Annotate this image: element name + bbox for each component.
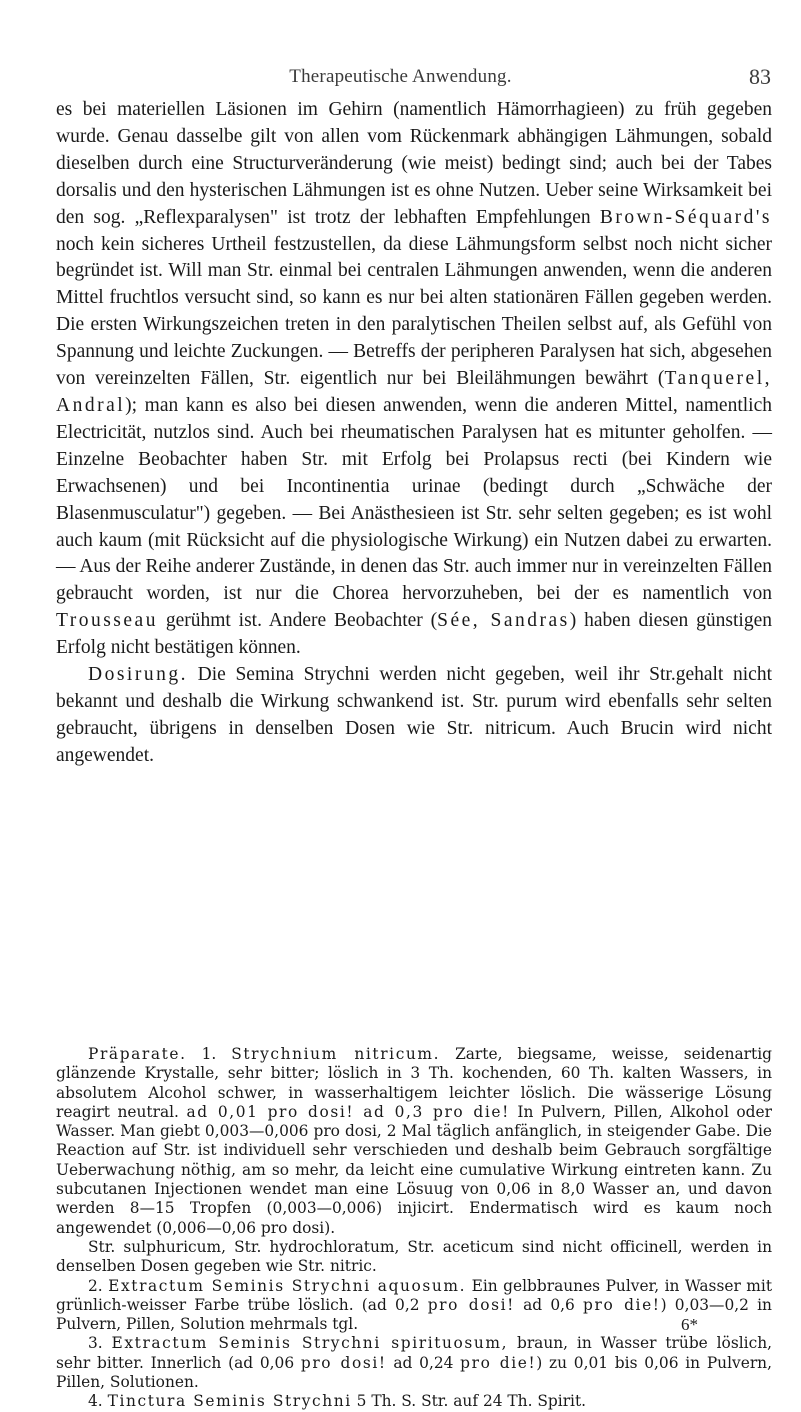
author-name: Sée, Sandras: [437, 610, 570, 632]
preparation-entry: [56, 1392, 772, 1411]
dose-limit: pro die!: [583, 1295, 661, 1314]
text-run: 1.: [186, 1045, 232, 1063]
text-run: Ein gelbbraunes Pulver, in Wasser mit grünlich-weisser Farbe trübe löslich. (ad 0,2: [56, 1276, 773, 1314]
preparation-name: Tinctura Seminis Strychni: [107, 1392, 352, 1411]
text-run: In Pulvern, Pillen, Alkohol oder Wasser. Man giebt 0,003—0,006 pro dosi, 2 Mal täglich anfänglich, in steigender Gabe. Die Reaction auf Str. ist individuell sehr verschieden und deshalb beim Gebrauch sorgfältige Ueberwachung nöthig, am so mehr, da leicht eine cumulative Wirkung eintreten kann. Zu subcutanen Injectionen wendet man eine Lösuug von 0,06 in 8,0 Wasser an, und davon werden 8—15 Tropfen (0,003—0,006) injicirt. Endermatisch wird es kaum noch angewendet (0,006—0,06 pro dosi).: [56, 1102, 772, 1237]
section-heading: Dosirung.: [88, 664, 188, 686]
page-number: 83: [749, 64, 771, 89]
text-run: gerühmt ist. Andere Beobachter (: [157, 610, 438, 632]
text-run: ad 0,24: [386, 1353, 461, 1372]
page-header: [0, 66, 801, 92]
text-run: Die Semina Strychni werden nicht gegeben, weil ihr Str.gehalt nicht bekannt und deshalb die Wirkung schwankend ist. Str. purum wird ebenfalls sehr selten gebraucht, übrigens in denselben Dosen wie Str. nitricum. Auch Brucin wird nicht angewendet.: [56, 664, 772, 766]
preparation-name: Extractum Seminis Strychni aquosum.: [108, 1276, 467, 1295]
preparations-section: [56, 1045, 772, 1412]
text-run: 4.: [88, 1392, 108, 1411]
text-run: ) 0,03—0,2 in Pulvern, Pillen, Solution mehrmals tgl.: [56, 1295, 772, 1334]
dose-limit: pro dosi!: [427, 1295, 515, 1314]
text-run: 2.: [88, 1276, 109, 1295]
author-name: Trousseau: [56, 610, 158, 632]
main-text: [56, 97, 772, 770]
dose-limit: pro dosi!: [300, 1353, 387, 1372]
text-run: noch kein sicheres Urtheil festzustellen, da diese Lähmungsform selbst noch nicht sicher begründet ist. Will man Str. einmal bei centralen Lähmungen anwenden, wenn die anderen Mittel fruchtlos versucht sind, so kann es nur bei alten stationären Fällen gegeben werden. Die ersten Wirkungszeichen treten in den paralytischen Theilen selbst auf, als Gefühl von Spannung und leichte Zuckungen. — Betreffs der peripheren Paralysen hat sich, abgesehen von vereinzelten Fällen, Str. eigentlich nur bei Bleilähmungen bewährt (: [56, 233, 772, 390]
author-name: Brown-Séquard's: [599, 206, 772, 228]
preparation-entry: [56, 1334, 772, 1392]
preparation-name: Strychnium nitricum.: [231, 1045, 441, 1063]
text-run: es bei materiellen Läsionen im Gehirn (namentlich Hämorrhagieen) zu früh gegeben wurde. Genau dasselbe gilt von allen vom Rückenmark abhängigen Lähmungen, sobald dieselben durch eine Structurveränderung (wie meist) bedingt sind; auch bei der Tabes dorsalis und den hysterischen Lähmungen ist es ohne Nutzen. Ueber seine Wirksamkeit bei den sog. „Reflexparalysen" ist trotz der lebhaften Empfehlungen: [56, 99, 772, 228]
section-heading: Präparate.: [88, 1045, 187, 1063]
text-run: braun, in Wasser trübe löslich, sehr bitter. Innerlich (ad 0,06: [56, 1334, 772, 1372]
paragraph: [56, 97, 772, 662]
text-run: 3.: [88, 1334, 112, 1353]
text-run: Zarte, biegsame, weisse, seidenartig glänzende Krystalle, sehr bitter; löslich in 3 Th. kochenden, 60 Th. kalten Wassers, in absolutem Alcohol schwer, in wasserhaltigem leichter löslich. Die wässerige Lösung reagirt neutral.: [56, 1045, 772, 1121]
signature-mark: 6*: [681, 1315, 698, 1334]
preparation-entry: Str. sulphuricum, Str. hydrochloratum, Str. aceticum sind nicht officinell, werden in denselben Dosen gegeben wie Str. nitric.: [56, 1237, 772, 1276]
preparation-entry: [56, 1045, 772, 1238]
text-run: 5 Th. S. Str. auf 24 Th. Spirit.: [351, 1392, 587, 1411]
dose-limit: pro die!: [460, 1353, 537, 1372]
dose-limit: ad 0,01 pro dosi! ad 0,3 pro die!: [186, 1102, 510, 1121]
text-run: ) zu 0,01 bis 0,06 in Pulvern, Pillen, Solutionen.: [56, 1353, 772, 1392]
text-run: ) haben diesen günstigen Erfolg nicht bestätigen können.: [56, 610, 772, 659]
paragraph-dosirung: [56, 662, 772, 770]
preparation-name: Extractum Seminis Strychni spirituosum,: [111, 1334, 509, 1353]
running-title: Therapeutische Anwendung.: [289, 66, 512, 87]
text-run: ad 0,6: [514, 1295, 584, 1314]
preparation-entry: [56, 1277, 772, 1335]
text-run: ); man kann es also bei diesen anwenden, wenn die anderen Mittel, namentlich Electricität, nutzlos sind. Auch bei rheumatischen Paralysen hat es mitunter geholfen. — Einzelne Beobachter haben Str. mit Erfolg bei Prolapsus recti (bei Kindern wie Erwachsenen) und bei Incontinentia urinae (bedingt durch „Schwäche der Blasenmusculatur") gegeben. — Bei Anästhesieen ist Str. sehr selten gegeben; es ist wohl auch kaum (mit Rücksicht auf die physiologische Wirkung) ein Nutzen dabei zu erwarten. — Aus der Reihe anderer Zustände, in denen das Str. auch immer nur in vereinzelten Fällen gebraucht worden, ist nur die Chorea hervorzuheben, bei der es namentlich von: [56, 394, 772, 605]
author-name: Tanquerel, Andral: [56, 368, 772, 416]
